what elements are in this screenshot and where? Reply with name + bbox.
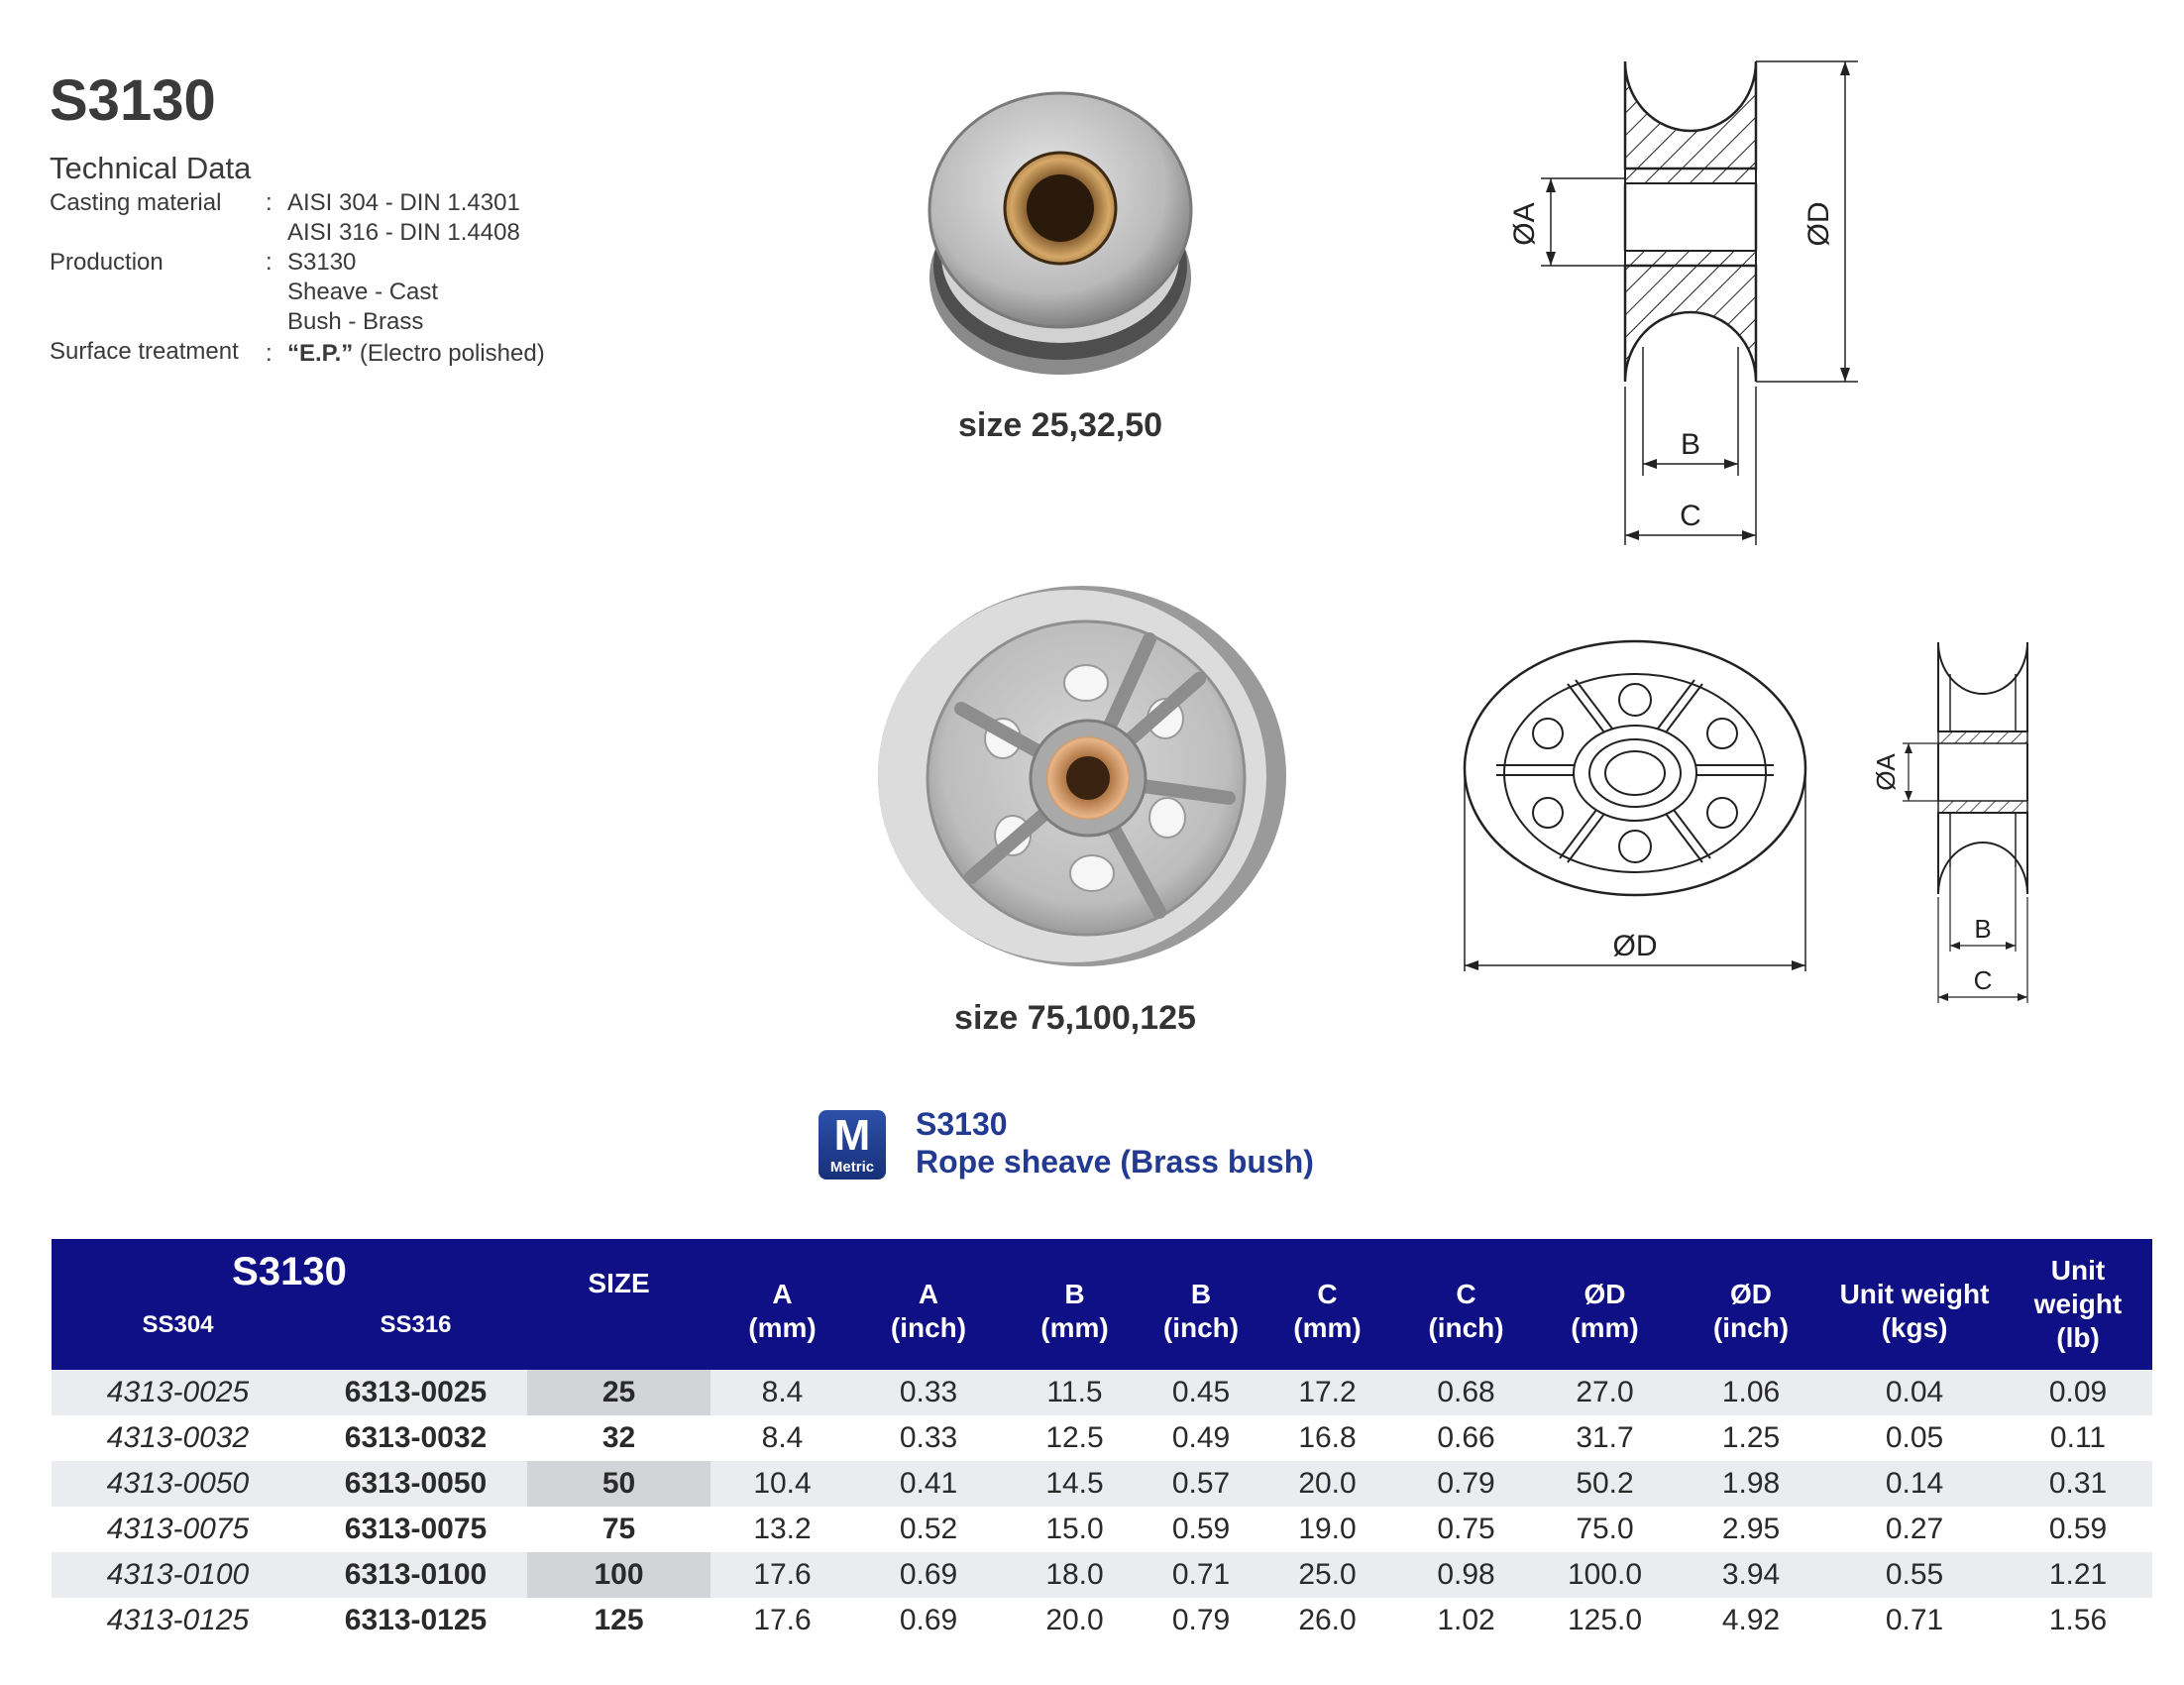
spec-label: Surface treatment — [50, 338, 239, 365]
cell-weight-kgs: 0.27 — [1825, 1507, 2004, 1552]
cell-a-mm: 17.6 — [710, 1598, 854, 1643]
cell-b-inch: 0.79 — [1147, 1598, 1256, 1643]
cell-size: 75 — [527, 1507, 710, 1552]
cell-b-mm: 11.5 — [1003, 1370, 1147, 1415]
cell-c-mm: 20.0 — [1256, 1461, 1399, 1507]
spec-colon: : — [266, 249, 273, 276]
col-header — [1147, 1239, 1256, 1370]
col-header-unit: (kgs) — [1881, 1312, 1948, 1343]
col-header — [1533, 1239, 1677, 1370]
table-row — [52, 1370, 2152, 1415]
col-header — [1256, 1239, 1399, 1370]
small-section-drawing — [1486, 50, 1873, 545]
col-header-top: A — [772, 1279, 793, 1309]
col-header-unit: (lb) — [2056, 1322, 2100, 1353]
cell-b-inch: 0.59 — [1147, 1507, 1256, 1552]
cell-d-mm: 27.0 — [1533, 1370, 1677, 1415]
dim-label-d: ØD — [1802, 201, 1835, 247]
cell-d-inch: 2.95 — [1677, 1507, 1825, 1552]
cell-d-inch: 3.94 — [1677, 1552, 1825, 1598]
cell-weight-lb: 1.56 — [2004, 1598, 2152, 1643]
metric-badge — [819, 1110, 886, 1180]
spec-value: AISI 316 - DIN 1.4408 — [287, 219, 520, 246]
cell-a-mm: 8.4 — [710, 1415, 854, 1461]
spec-label: Production — [50, 249, 164, 276]
cell-c-mm: 19.0 — [1256, 1507, 1399, 1552]
dim-label-b: B — [1974, 914, 1992, 944]
cell-ss304: 4313-0032 — [52, 1415, 304, 1461]
cell-size: 125 — [527, 1598, 710, 1643]
cell-d-inch: 1.98 — [1677, 1461, 1825, 1507]
col-header — [1003, 1239, 1147, 1370]
cell-c-inch: 0.75 — [1399, 1507, 1533, 1552]
product-code: S3130 — [916, 1106, 1008, 1142]
cell-d-mm: 31.7 — [1533, 1415, 1677, 1461]
cell-ss316: 6313-0050 — [304, 1461, 527, 1507]
col-header-unit: (inch) — [1712, 1312, 1790, 1343]
cell-weight-kgs: 0.04 — [1825, 1370, 2004, 1415]
cell-weight-kgs: 0.55 — [1825, 1552, 2004, 1598]
cell-b-inch: 0.49 — [1147, 1415, 1256, 1461]
large-front-drawing — [1457, 634, 1813, 971]
col-header-unit: (mm) — [1040, 1312, 1109, 1343]
cell-size: 32 — [527, 1415, 710, 1461]
cell-c-mm: 16.8 — [1256, 1415, 1399, 1461]
cell-c-mm: 17.2 — [1256, 1370, 1399, 1415]
col-header-top: B — [1064, 1279, 1085, 1309]
col-header-top: B — [1190, 1279, 1212, 1309]
cell-a-inch: 0.69 — [854, 1552, 1003, 1598]
cell-ss316: 6313-0032 — [304, 1415, 527, 1461]
cell-ss304: 4313-0050 — [52, 1461, 304, 1507]
cell-a-mm: 10.4 — [710, 1461, 854, 1507]
large-sheave-photo — [862, 580, 1288, 976]
technical-data-heading: Technical Data — [50, 151, 252, 185]
cell-a-inch: 0.33 — [854, 1415, 1003, 1461]
cell-c-inch: 0.79 — [1399, 1461, 1533, 1507]
cell-weight-lb: 0.31 — [2004, 1461, 2152, 1507]
cell-a-inch: 0.33 — [854, 1370, 1003, 1415]
small-sheave-photo — [922, 79, 1199, 387]
cell-c-inch: 1.02 — [1399, 1598, 1533, 1643]
cell-ss304: 4313-0075 — [52, 1507, 304, 1552]
cell-c-mm: 26.0 — [1256, 1598, 1399, 1643]
table-body — [52, 1370, 2152, 1643]
spec-value: Bush - Brass — [287, 308, 424, 335]
cell-d-inch: 4.92 — [1677, 1598, 1825, 1643]
page-title: S3130 — [50, 68, 216, 133]
col-header-unit: (mm) — [1293, 1312, 1362, 1343]
table-row — [52, 1507, 2152, 1552]
table-row — [52, 1461, 2152, 1507]
cell-d-mm: 125.0 — [1533, 1598, 1677, 1643]
table-row — [52, 1415, 2152, 1461]
spec-colon: : — [266, 189, 273, 216]
dim-label-c: C — [1680, 500, 1701, 532]
col-header-unit: (inch) — [1428, 1312, 1504, 1343]
cell-b-mm: 14.5 — [1003, 1461, 1147, 1507]
spec-value-rest: (Electro polished) — [353, 340, 545, 367]
cell-size: 50 — [527, 1461, 710, 1507]
product-name: Rope sheave (Brass bush) — [916, 1144, 1314, 1180]
cell-ss316: 6313-0025 — [304, 1370, 527, 1415]
cell-size: 25 — [527, 1370, 710, 1415]
ss304-header: SS304 — [142, 1311, 214, 1338]
cell-c-mm: 25.0 — [1256, 1552, 1399, 1598]
cell-weight-lb: 1.21 — [2004, 1552, 2152, 1598]
cell-a-mm: 13.2 — [710, 1507, 854, 1552]
large-section-drawing — [1853, 634, 2041, 1011]
dim-label-b: B — [1680, 428, 1701, 461]
cell-weight-lb: 0.59 — [2004, 1507, 2152, 1552]
cell-c-inch: 0.68 — [1399, 1370, 1533, 1415]
cell-ss316: 6313-0125 — [304, 1598, 527, 1643]
cell-d-mm: 100.0 — [1533, 1552, 1677, 1598]
dim-label-c: C — [1973, 965, 1993, 995]
metric-badge-word: Metric — [829, 1159, 875, 1176]
col-header — [854, 1239, 1003, 1370]
cell-b-mm: 12.5 — [1003, 1415, 1147, 1461]
cell-b-mm: 20.0 — [1003, 1598, 1147, 1643]
cell-b-inch: 0.45 — [1147, 1370, 1256, 1415]
large-size-caption: size 75,100,125 — [954, 999, 1196, 1037]
dim-label-a: ØA — [1508, 202, 1541, 246]
dim-label-a: ØA — [1871, 753, 1901, 791]
spec-value: AISI 304 - DIN 1.4301 — [287, 189, 520, 216]
cell-weight-lb: 0.11 — [2004, 1415, 2152, 1461]
spec-value — [287, 339, 545, 369]
table-row — [52, 1552, 2152, 1598]
cell-b-inch: 0.71 — [1147, 1552, 1256, 1598]
size-header: SIZE — [588, 1268, 650, 1298]
dim-label-d: ØD — [1612, 930, 1658, 962]
ss316-header: SS316 — [380, 1311, 452, 1338]
col-header-unit: (mm) — [748, 1312, 817, 1343]
cell-c-inch: 0.98 — [1399, 1552, 1533, 1598]
group-header: S3130 — [232, 1250, 347, 1293]
cell-d-mm: 75.0 — [1533, 1507, 1677, 1552]
cell-weight-lb: 0.09 — [2004, 1370, 2152, 1415]
cell-weight-kgs: 0.14 — [1825, 1461, 2004, 1507]
table-row — [52, 1598, 2152, 1643]
cell-size: 100 — [527, 1552, 710, 1598]
cell-weight-kgs: 0.71 — [1825, 1598, 2004, 1643]
cell-d-inch: 1.25 — [1677, 1415, 1825, 1461]
cell-ss304: 4313-0100 — [52, 1552, 304, 1598]
cell-ss316: 6313-0075 — [304, 1507, 527, 1552]
spec-value-bold: “E.P.” — [287, 340, 354, 367]
col-header-top: ØD — [1583, 1279, 1626, 1309]
cell-b-mm: 18.0 — [1003, 1552, 1147, 1598]
col-header — [1825, 1239, 2004, 1370]
col-header-unit: (inch) — [890, 1312, 967, 1343]
col-header-unit: (inch) — [1162, 1312, 1240, 1343]
col-header-top: A — [918, 1279, 939, 1309]
col-header-mid: weight — [2033, 1289, 2123, 1319]
cell-ss304: 4313-0125 — [52, 1598, 304, 1643]
spec-value: Sheave - Cast — [287, 279, 439, 305]
small-size-caption: size 25,32,50 — [957, 406, 1163, 444]
spec-label: Casting material — [50, 189, 222, 216]
col-header-top: C — [1317, 1279, 1338, 1309]
cell-a-mm: 8.4 — [710, 1370, 854, 1415]
spec-colon: : — [266, 340, 273, 367]
col-header — [1399, 1239, 1533, 1370]
col-header-top: Unit — [2050, 1255, 2106, 1286]
cell-a-inch: 0.52 — [854, 1507, 1003, 1552]
col-header-top: C — [1456, 1279, 1476, 1309]
spec-value: S3130 — [287, 249, 357, 276]
cell-b-mm: 15.0 — [1003, 1507, 1147, 1552]
table-header-row — [52, 1239, 2152, 1304]
col-header — [2004, 1239, 2152, 1370]
cell-a-mm: 17.6 — [710, 1552, 854, 1598]
cell-weight-kgs: 0.05 — [1825, 1415, 2004, 1461]
cell-ss304: 4313-0025 — [52, 1370, 304, 1415]
cell-d-inch: 1.06 — [1677, 1370, 1825, 1415]
spec-table — [52, 1239, 2152, 1643]
col-header — [710, 1239, 854, 1370]
cell-c-inch: 0.66 — [1399, 1415, 1533, 1461]
col-header-unit: (mm) — [1571, 1312, 1639, 1343]
cell-d-mm: 50.2 — [1533, 1461, 1677, 1507]
cell-ss316: 6313-0100 — [304, 1552, 527, 1598]
cell-a-inch: 0.41 — [854, 1461, 1003, 1507]
col-header — [1677, 1239, 1825, 1370]
cell-b-inch: 0.57 — [1147, 1461, 1256, 1507]
col-header-top: Unit weight — [1839, 1279, 1990, 1309]
cell-a-inch: 0.69 — [854, 1598, 1003, 1643]
metric-badge-letter: M — [833, 1111, 871, 1160]
col-header-top: ØD — [1730, 1279, 1773, 1309]
